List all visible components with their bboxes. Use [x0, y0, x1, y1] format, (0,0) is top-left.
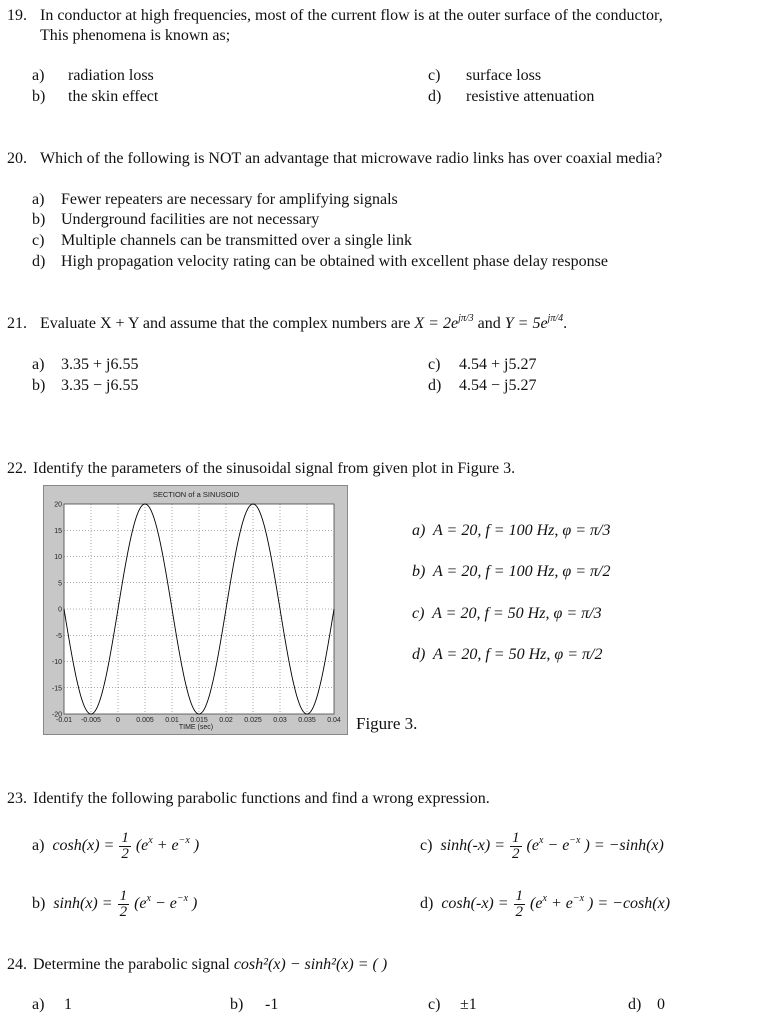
exponent: −x	[572, 893, 585, 905]
q23-option-a	[32, 830, 199, 862]
q23-option-c	[420, 830, 664, 862]
q19-number: 19.	[7, 7, 27, 24]
q22-option-a-text: A = 20, f = 100 Hz, φ = π/3	[433, 522, 611, 539]
q21-option-b: 3.35 − j6.55	[61, 377, 139, 394]
q23-option-b	[32, 888, 197, 920]
fraction-numerator: 1	[512, 829, 520, 846]
q23-option-c-lhs: sinh(-x) =	[440, 837, 505, 855]
q21-and: and	[477, 315, 501, 332]
q23-option-d-letter: d)	[420, 895, 434, 912]
q24-text-body: Determine the parabolic signal	[33, 956, 230, 973]
q23-option-b-fraction	[118, 889, 130, 920]
fraction-numerator: 1	[119, 887, 128, 904]
q24-number: 24.	[7, 956, 27, 973]
q22-option-a-letter: a)	[412, 522, 426, 539]
q23-option-b-rhs: ($e^x - e^{-x}$ )	[134, 893, 198, 913]
q24-option-c-letter: c)	[428, 996, 441, 1013]
q20-option-b: Underground facilities are not necessary	[61, 211, 320, 228]
q20-text: Which of the following is NOT an advantage that microwave radio links has over coaxial media?	[40, 150, 663, 167]
q21-option-d: 4.54 − j5.27	[459, 377, 537, 394]
q23-option-d-fraction	[514, 889, 526, 920]
exponent: −x	[178, 835, 190, 847]
q22-number: 22.	[7, 460, 27, 477]
y-tick-label: 5	[58, 580, 62, 588]
fraction-denominator: 2	[119, 903, 128, 920]
q20-option-d-letter: d)	[32, 253, 46, 270]
q23-option-a-letter: a)	[32, 837, 45, 854]
q22-option-c	[412, 604, 602, 624]
q23-option-b-lhs: sinh(x) =	[53, 895, 113, 913]
q20-option-a: Fewer repeaters are necessary for amplifying signals	[61, 191, 398, 208]
q22-option-d-text: A = 20, f = 50 Hz, φ = π/2	[433, 646, 603, 663]
q23-text: Identify the following parabolic functions and find a wrong expression.	[33, 790, 490, 807]
fraction-numerator: 1	[121, 829, 129, 846]
q24-option-b-letter: b)	[230, 996, 244, 1013]
q23-option-a-rhs: ($e^x + e^{-x}$ )	[135, 835, 200, 855]
q22-option-a	[412, 521, 610, 541]
q20-number: 20.	[7, 150, 27, 167]
q24-text	[33, 955, 387, 975]
q22-option-c-letter: c)	[412, 605, 425, 622]
q21-option-a: 3.35 + j6.55	[61, 356, 139, 373]
q21-option-c-letter: c)	[428, 356, 441, 373]
q24-option-d: 0	[657, 996, 665, 1013]
q19-option-d: resistive attenuation	[466, 88, 595, 105]
x-tick-label: 0.03	[273, 717, 287, 724]
q19-option-a-letter: a)	[32, 67, 45, 84]
q24-expression: cosh²(x) − sinh²(x) = ( )	[233, 956, 388, 973]
q21-option-d-letter: d)	[428, 377, 442, 394]
q22-option-b-letter: b)	[412, 563, 426, 580]
y-tick-label: 10	[54, 554, 62, 561]
q20-option-d: High propagation velocity rating can be obtained with excellent phase delay response	[61, 253, 608, 270]
y-tick-label: -5	[55, 632, 62, 640]
q21-option-b-letter: b)	[32, 377, 46, 394]
q23-option-d	[420, 888, 670, 920]
x-tick-label: -0.01	[56, 717, 72, 724]
exponent: −x	[176, 893, 189, 905]
q23-option-c-rhs: ($e^x - e^{-x}$ ) = −sinh(x)	[526, 835, 664, 855]
q20-option-a-letter: a)	[32, 191, 45, 208]
q23-option-b-letter: b)	[32, 895, 46, 912]
y-tick-label: -15	[51, 685, 62, 693]
q19-option-c: surface loss	[466, 67, 542, 84]
y-tick-label: 0	[58, 606, 62, 614]
q24-option-a: 1	[64, 996, 72, 1013]
q21-y-expr: Y = 5e	[504, 315, 548, 332]
q24-option-a-letter: a)	[32, 996, 45, 1013]
fraction-numerator: 1	[515, 887, 524, 904]
exponent: −x	[569, 835, 581, 847]
q20-option-c-letter: c)	[32, 232, 45, 249]
q22-text: Identify the parameters of the sinusoidal signal from given plot in Figure 3.	[33, 460, 516, 477]
q23-option-d-rhs: ($e^x + e^{-x}$ ) = −cosh(x)	[530, 893, 671, 913]
y-tick-label: -20	[51, 711, 62, 719]
q23-number: 23.	[7, 790, 27, 807]
q21-x-expr: X = 2e	[414, 315, 459, 332]
q21-period: .	[563, 315, 568, 332]
q24-option-d-letter: d)	[628, 996, 642, 1013]
x-tick-label: 0	[116, 717, 120, 724]
q22-option-c-text: A = 20, f = 50 Hz, φ = π/3	[432, 605, 602, 622]
x-tick-label: 0.005	[136, 717, 154, 724]
q19-text-line2: This phenomena is known as;	[40, 27, 231, 44]
q23-option-d-lhs: cosh(-x) =	[441, 895, 509, 913]
q23-option-c-letter: c)	[420, 837, 433, 854]
q22-option-b-text: A = 20, f = 100 Hz, φ = π/2	[433, 563, 611, 580]
q19-option-b: the skin effect	[68, 88, 159, 105]
x-tick-label: 0.035	[298, 717, 316, 724]
fraction-denominator: 2	[121, 845, 129, 862]
chart-xlabel: TIME (sec)	[178, 724, 214, 731]
q19-option-b-letter: b)	[32, 88, 46, 105]
q20-option-c: Multiple channels can be transmitted over a single link	[61, 232, 413, 249]
x-tick-label: -0.005	[81, 717, 101, 724]
q21-y-exponent: jπ/4	[547, 313, 564, 324]
y-tick-label: 20	[54, 501, 62, 509]
q23-option-a-lhs: cosh(x) =	[52, 837, 115, 855]
figure-label: Figure 3.	[356, 714, 418, 733]
q19-text-line1: In conductor at high frequencies, most of the current flow is at the outer surface of the conductor,	[40, 7, 663, 24]
q21-option-a-letter: a)	[32, 356, 45, 373]
q21-option-c: 4.54 + j5.27	[459, 356, 537, 373]
q24-option-c: ±1	[460, 996, 477, 1013]
q22-option-d-letter: d)	[412, 646, 426, 663]
x-tick-label: 0.04	[327, 717, 341, 724]
exponent: x	[538, 835, 544, 847]
fraction-denominator: 2	[512, 845, 520, 862]
x-tick-label: 0.015	[190, 717, 208, 724]
q19-option-d-letter: d)	[428, 88, 442, 105]
fraction-denominator: 2	[515, 903, 524, 920]
exponent: x	[148, 835, 153, 847]
y-tick-label: 15	[54, 527, 62, 535]
q21-text-body: Evaluate X + Y and assume that the complex numbers are	[40, 315, 411, 332]
x-tick-label: 0.02	[219, 717, 233, 724]
q21-number: 21.	[7, 315, 27, 332]
q22-option-d	[412, 645, 602, 665]
figure-3-plot	[43, 485, 348, 735]
chart-title: SECTION of a SINUSOID	[152, 490, 240, 499]
q19-option-a: radiation loss	[68, 67, 154, 84]
exponent: x	[146, 893, 151, 905]
q22-option-b	[412, 562, 610, 582]
q21-x-exponent: jπ/3	[458, 313, 474, 324]
q24-option-b: -1	[265, 996, 279, 1013]
x-tick-label: 0.025	[244, 717, 262, 724]
q20-option-b-letter: b)	[32, 211, 46, 228]
q23-option-c-fraction	[510, 831, 522, 862]
q21-text	[40, 314, 567, 334]
sinusoid-chart	[44, 486, 349, 736]
exponent: x	[542, 893, 547, 905]
q19-option-c-letter: c)	[428, 67, 441, 84]
y-tick-label: -10	[51, 659, 62, 666]
x-tick-label: 0.01	[165, 717, 179, 724]
q23-option-a-fraction	[119, 831, 131, 862]
